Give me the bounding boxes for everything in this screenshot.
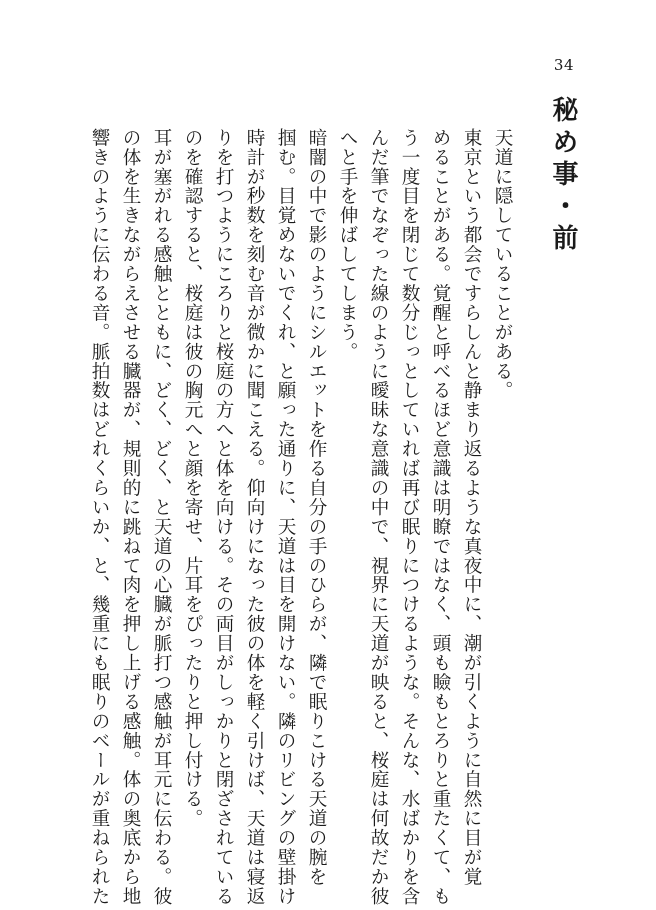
text-line: 東京という都会ですらしんと静まり返るような真夜中に、潮が引くように自然に目が覚 — [461, 128, 482, 887]
text-line: りを打つようにころりと桜庭の方へと体を向ける。その両目がしっかりと閉ざされている — [213, 128, 234, 906]
text-line: のを確認すると、桜庭は彼の胸元へと顔を寄せ、片耳をぴったりと押し付ける。 — [182, 128, 203, 829]
chapter-title: 秘め事・前 — [548, 96, 578, 256]
text-line: 暗闇の中で影のようにシルエットを作る自分の手のひらが、隣で眠りこける天道の腕を — [306, 128, 327, 887]
text-line: 時計が秒数を刻む音が微かに聞こえる。仰向けになった彼の体を軽く引けば、天道は寝返 — [244, 128, 265, 906]
text-line: んだ筆でなぞった線のように曖昧な意識の中で、視界に天道が映ると、桜庭は何故だか彼 — [368, 128, 389, 906]
text-line: 天道に隠していることがある。 — [492, 128, 513, 401]
page-number: 34 — [553, 56, 574, 74]
text-line: めることがある。覚醒と呼べるほど意識は明瞭ではなく、頭も瞼もとろりと重たくて、も — [430, 128, 451, 906]
text-line: の体を生きながらえさせる臓器が、規則的に跳ねて肉を押し上げる感触。体の奥底から地 — [120, 128, 141, 906]
text-line: 掴む。目覚めないでくれ、と願った通りに、天道は目を開けない。隣のリビングの壁掛け — [275, 128, 296, 906]
text-line: 耳が塞がれる感触とともに、どく、どく、と天道の心臓が脈打つ感触が耳元に伝わる。彼 — [151, 128, 172, 906]
text-line: う一度目を閉じて数分じっとしていれば再び眠りにつけるような。そんな、水ばかりを含 — [399, 128, 420, 906]
text-line: へと手を伸ばしてしまう。 — [337, 128, 358, 362]
body-text — [84, 128, 518, 906]
text-line: 響きのように伝わる音。脈拍数はどれくらいか、と、幾重にも眠りのベールが重ねられた — [89, 128, 110, 906]
